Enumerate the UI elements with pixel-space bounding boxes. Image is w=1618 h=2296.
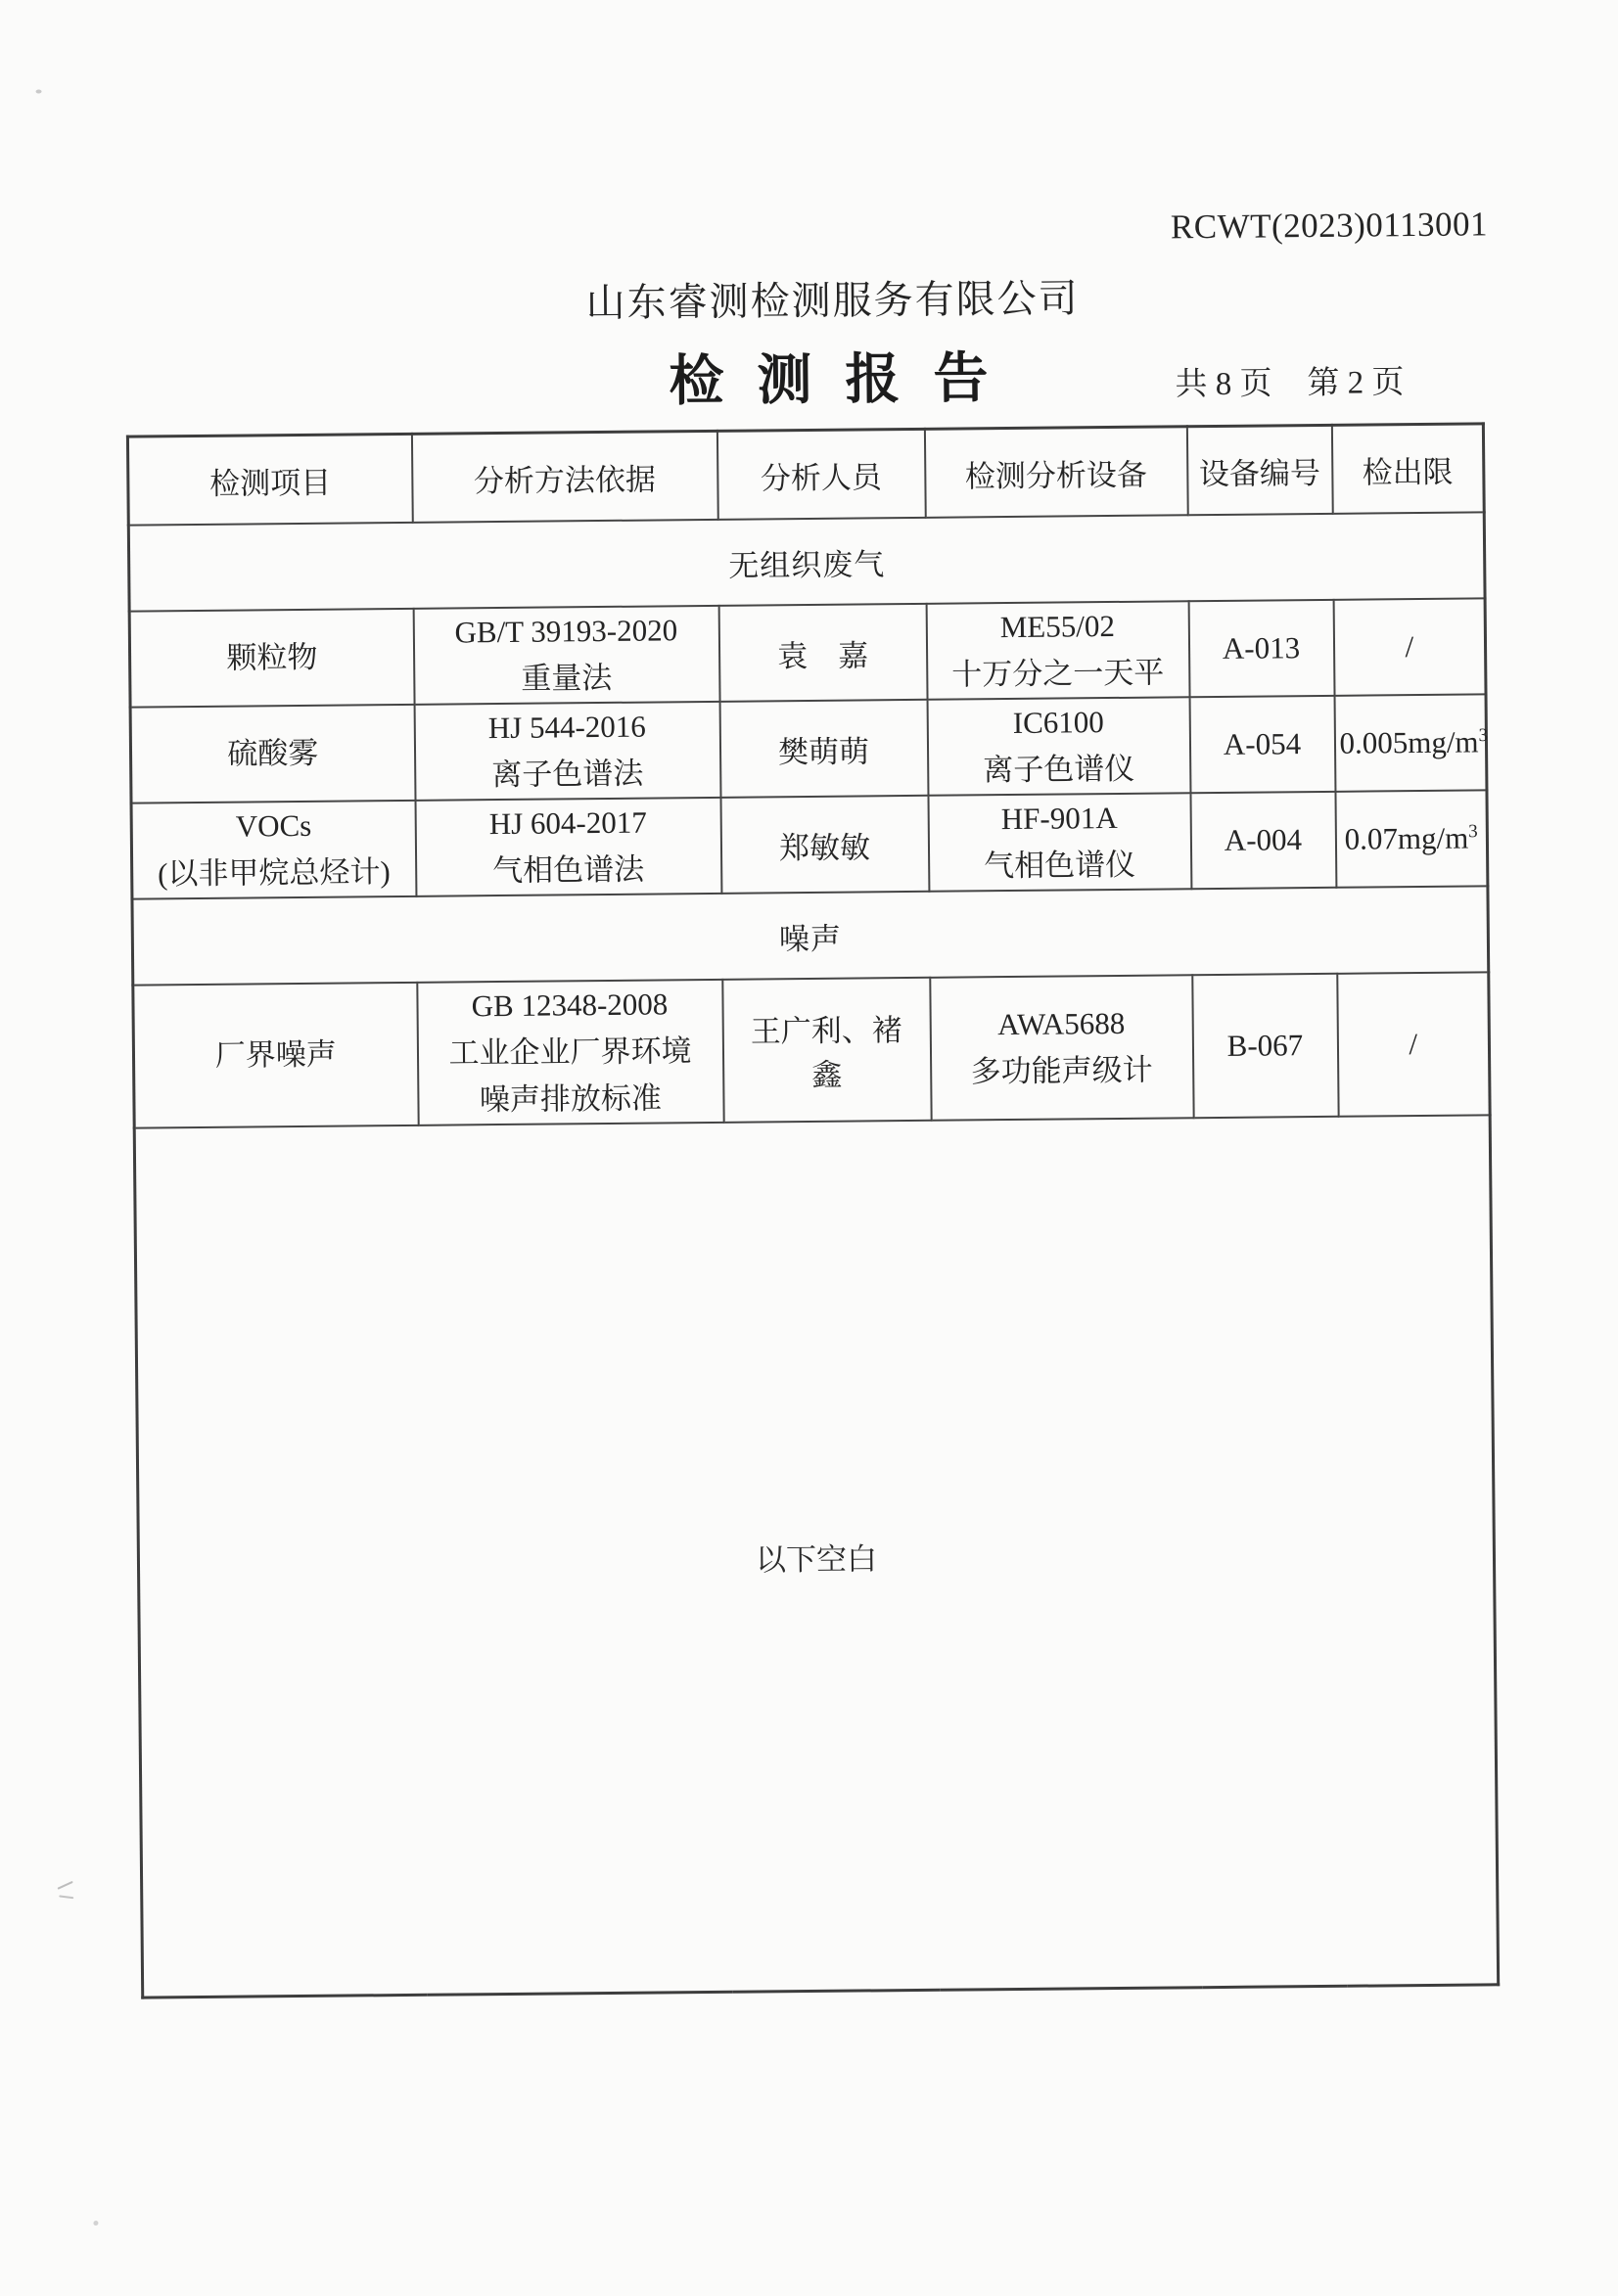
- cell-analyst: 王广利、褚 鑫: [722, 978, 931, 1123]
- cell-equipment-no: A-013: [1188, 600, 1334, 698]
- cell-analyst: 袁 嘉: [718, 604, 927, 702]
- col-header-method-basis: 分析方法依据: [411, 431, 717, 522]
- limit-value: /: [1405, 629, 1413, 664]
- table-row: [129, 598, 1486, 707]
- cell-item: [133, 983, 418, 1128]
- cell-line: HF-901A: [933, 794, 1185, 844]
- company-name: 山东睿测检测服务有限公司: [585, 267, 1080, 328]
- section-title-fugitive-gas: 无组织废气: [128, 512, 1485, 611]
- limit-value: 0.005mg/m: [1339, 725, 1478, 760]
- col-header-analyst: 分析人员: [717, 429, 925, 520]
- cell-item: [130, 705, 415, 804]
- cell-line: 离子色谱仪: [933, 745, 1185, 795]
- table-row: [131, 791, 1488, 899]
- limit-value: 0.07mg/m: [1344, 821, 1468, 856]
- blank-area-cell: [134, 1116, 1498, 1998]
- cell-line: 厂界噪声: [139, 1031, 413, 1080]
- cell-line: 十万分之一天平: [932, 649, 1184, 699]
- scan-speckle: [59, 1895, 73, 1899]
- cell-line: IC6100: [932, 698, 1184, 748]
- cell-line: VOCs: [137, 802, 411, 851]
- cell-equipment-no: A-054: [1189, 696, 1335, 794]
- cell-equipment-no: B-067: [1192, 974, 1338, 1119]
- cell-line: GB 12348-2008: [422, 981, 717, 1031]
- cell-detection-limit: [1334, 694, 1487, 792]
- cell-line: 硫酸雾: [136, 729, 410, 779]
- cell-detection-limit: [1333, 598, 1486, 696]
- section-row-noise: [132, 887, 1489, 986]
- cell-method-basis: [417, 980, 723, 1125]
- cell-method-basis: [414, 702, 720, 801]
- cell-item: [129, 609, 414, 708]
- section-title-noise: 噪声: [132, 887, 1489, 986]
- cell-equipment: [927, 697, 1190, 796]
- limit-value: /: [1409, 1027, 1417, 1061]
- scan-speckle: [57, 1881, 72, 1890]
- total-pages: 共 8 页: [1175, 366, 1271, 402]
- page-count: [1175, 356, 1404, 404]
- cell-equipment: [930, 976, 1193, 1122]
- cell-equipment: [928, 793, 1191, 892]
- cell-line: 颗粒物: [135, 633, 409, 683]
- cell-line: ME55/02: [931, 602, 1183, 652]
- cell-detection-limit: [1335, 791, 1488, 889]
- cell-line: GB/T 39193-2020: [418, 607, 714, 657]
- report-number: RCWT(2023)0113001: [1171, 205, 1488, 247]
- below-blank-note: 以下空白: [144, 1528, 1489, 1584]
- limit-superscript: 3: [1468, 821, 1478, 842]
- cell-line: 多功能声级计: [935, 1047, 1187, 1097]
- table-row: [133, 973, 1490, 1128]
- cell-line: 重量法: [419, 654, 715, 704]
- cell-detection-limit: [1337, 973, 1490, 1118]
- cell-line: HJ 604-2017: [420, 799, 716, 849]
- table-header-row: [127, 424, 1484, 526]
- col-header-item: 检测项目: [127, 434, 412, 525]
- cell-line: 离子色谱法: [420, 750, 716, 800]
- col-header-equipment-no: 设备编号: [1186, 425, 1332, 515]
- cell-method-basis: [415, 798, 721, 896]
- limit-superscript: 3: [1478, 725, 1488, 746]
- report-table: [126, 422, 1500, 1999]
- cell-analyst: 樊萌萌: [719, 700, 928, 798]
- cell-method-basis: [413, 606, 719, 705]
- cell-line: (以非甲烷总烃计): [137, 849, 411, 898]
- col-header-detection-limit: 检出限: [1331, 424, 1484, 514]
- scan-speckle: [36, 89, 42, 93]
- cell-item: [131, 801, 416, 899]
- report-title: 检测报告: [669, 335, 1022, 416]
- current-page: 第 2 页: [1307, 365, 1404, 401]
- cell-line: 气相色谱法: [420, 846, 716, 895]
- section-row-fugitive-gas: [128, 512, 1485, 611]
- cell-equipment-no: A-004: [1190, 792, 1336, 890]
- cell-line: 工业企业厂界环境: [422, 1028, 717, 1078]
- blank-area-row: [134, 1116, 1498, 1998]
- col-header-equipment: 检测分析设备: [924, 427, 1187, 518]
- table-row: [130, 694, 1487, 803]
- scan-speckle: [93, 2221, 98, 2226]
- cell-line: AWA5688: [935, 1000, 1187, 1050]
- cell-equipment: [926, 601, 1189, 700]
- cell-analyst: 郑敏敏: [720, 796, 929, 894]
- cell-line: 噪声排放标准: [423, 1075, 718, 1125]
- cell-line: HJ 544-2016: [419, 703, 715, 753]
- cell-line: 气相色谱仪: [933, 842, 1185, 892]
